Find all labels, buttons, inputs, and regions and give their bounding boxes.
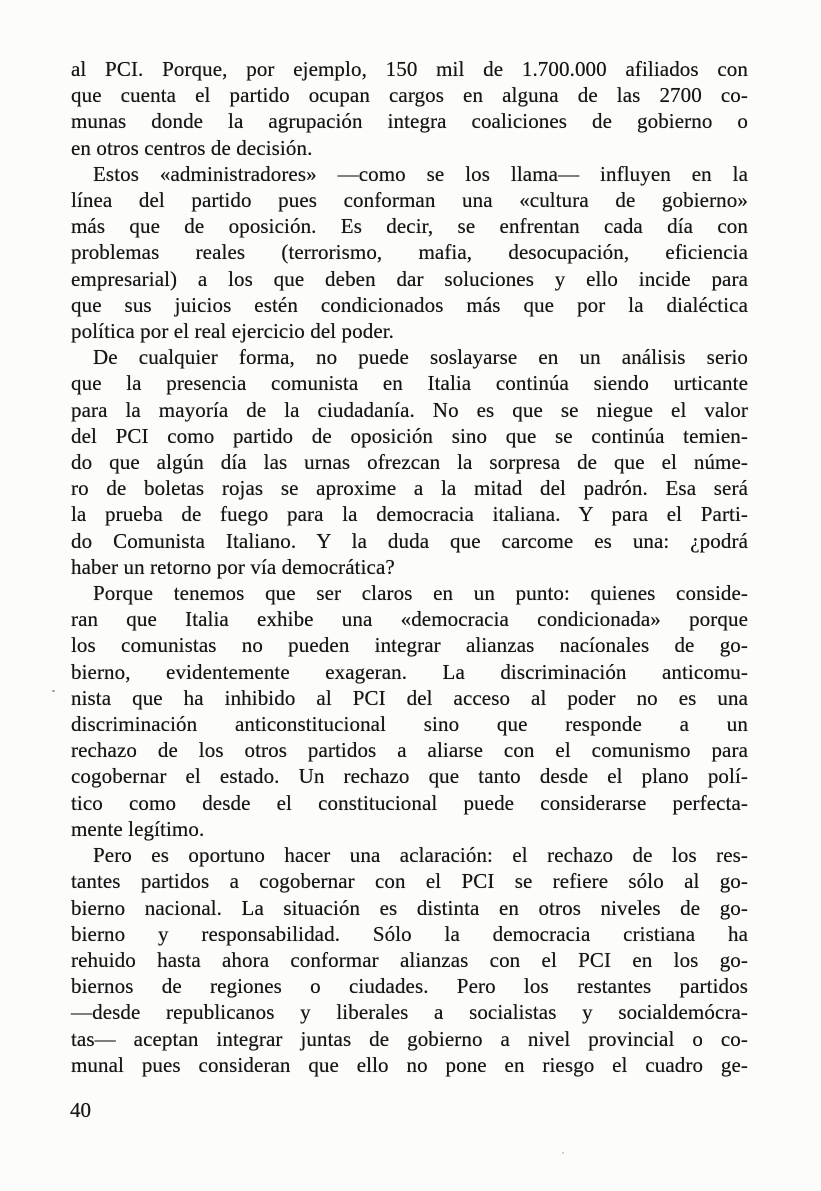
text-line: rechazo de los otros partidos a aliarse con el comunismo para: [71, 738, 748, 763]
text-line: problemas reales (terrorismo, mafia, desocupación, eficiencia: [71, 240, 748, 265]
page-text-block: [71, 56, 748, 1078]
text-line: do que algún día las urnas ofrezcan la sorpresa de que el núme-: [71, 450, 748, 475]
text-line: Pero es oportuno hacer una aclaración: el rechazo de los res-: [93, 843, 748, 868]
text-line: tico como desde el constitucional puede considerarse perfecta-: [71, 790, 748, 815]
scan-speck: [52, 690, 55, 692]
text-line: que sus juicios estén condicionados más que por la dialéctica: [71, 292, 748, 317]
text-line: biernos de regiones o ciudades. Pero los restantes partidos: [71, 974, 748, 999]
text-line: tantes partidos a cogobernar con el PCI se refiere sólo al go-: [71, 869, 748, 894]
scan-speck: [562, 1152, 564, 1154]
text-line: al PCI. Porque, por ejemplo, 150 mil de 1.700.000 afiliados con: [71, 57, 748, 81]
text-line: empresarial) a los que deben dar soluciones y ello incide para: [71, 266, 748, 291]
text-line: en otros centros de decisión.: [71, 135, 313, 160]
text-line: los comunistas no pueden integrar alianzas nacíonales de go-: [71, 633, 748, 658]
text-line: política por el real ejercicio del poder.: [71, 319, 395, 344]
text-line: nista que ha inhibido al PCI del acceso al poder no es una: [71, 685, 748, 710]
text-line: discriminación anticonstitucional sino que responde a un: [71, 712, 748, 737]
text-line: bierno y responsabilidad. Sólo la democracia cristiana ha: [71, 921, 748, 946]
text-line: que la presencia comunista en Italia continúa siendo urticante: [71, 371, 748, 396]
page-number: 40: [70, 1098, 91, 1122]
text-line: que cuenta el partido ocupan cargos en alguna de las 2700 co-: [71, 83, 748, 108]
text-line: ran que Italia exhibe una «democracia condicionada» porque: [71, 607, 748, 632]
text-line: rehuido hasta ahora conformar alianzas con el PCI en los go-: [71, 947, 748, 972]
text-line: para la mayoría de la ciudadanía. No es que se niegue el valor: [71, 397, 748, 422]
text-line: bierno nacional. La situación es distinta en otros niveles de go-: [71, 895, 748, 920]
text-line: más que de oposición. Es decir, se enfrentan cada día con: [71, 214, 748, 239]
text-line: del PCI como partido de oposición sino que se continúa temien-: [71, 423, 748, 448]
text-line: línea del partido pues conforman una «cultura de gobierno»: [71, 188, 748, 213]
text-line: cogobernar el estado. Un rechazo que tanto desde el plano polí-: [71, 764, 748, 789]
text-line: munas donde la agrupación integra coaliciones de gobierno o: [71, 109, 748, 134]
text-line: mente legítimo.: [71, 816, 205, 841]
text-line: Estos «administradores» —como se los llama— influyen en la: [93, 161, 748, 186]
text-line: —desde republicanos y liberales a socialistas y socialdemócra-: [71, 1000, 748, 1025]
text-line: tas— aceptan integrar juntas de gobierno a nivel provincial o co-: [71, 1026, 748, 1051]
text-line: haber un retorno por vía democrática?: [71, 554, 395, 579]
text-line: do Comunista Italiano. Y la duda que carcome es una: ¿podrá: [71, 528, 748, 553]
text-line: Porque tenemos que ser claros en un punto: quienes conside-: [93, 581, 748, 606]
text-line: la prueba de fuego para la democracia italiana. Y para el Parti-: [71, 502, 748, 527]
text-line: De cualquier forma, no puede soslayarse en un análisis serio: [93, 345, 748, 370]
text-line: ro de boletas rojas se aproxime a la mitad del padrón. Esa será: [71, 476, 748, 501]
text-line: bierno, evidentemente exageran. La discriminación anticomu-: [71, 659, 748, 684]
text-line: munal pues consideran que ello no pone en riesgo el cuadro ge-: [71, 1052, 748, 1077]
